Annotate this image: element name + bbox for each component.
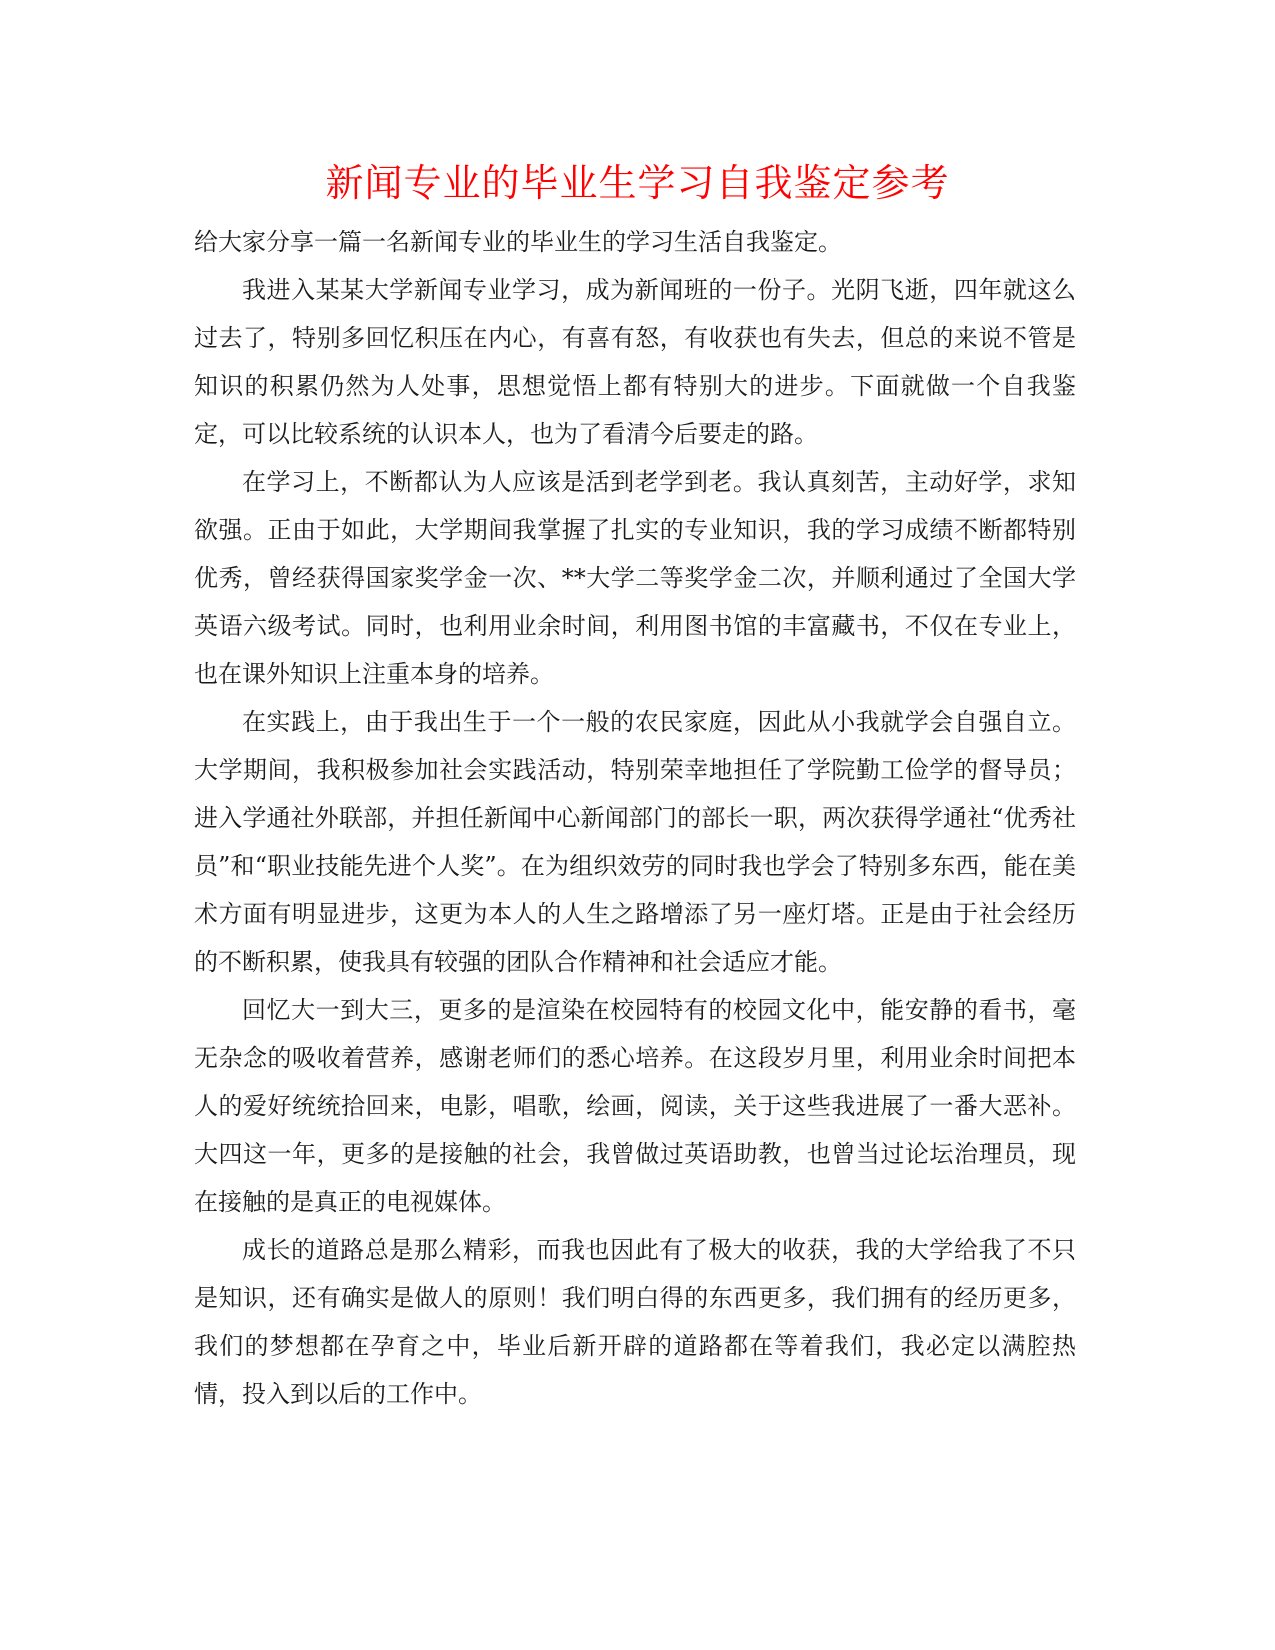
body-paragraph: 回忆大一到大三，更多的是渲染在校园特有的校园文化中，能安静的看书，毫无杂念的吸收着营养，感谢老师们的悉心培养。在这段岁月里，利用业余时间把本人的爱好统统拾回来，电影，唱歌，绘画，阅读，关于这些我进展了一番大恶补。大四这一年，更多的是接触的社会，我曾做过英语助教，也曾当过论坛治理员，现在接触的是真正的电视媒体。 [194, 996, 1076, 1216]
intro-paragraph: 给大家分享一篇一名新闻专业的毕业生的学习生活自我鉴定。 [194, 228, 842, 256]
document-body [194, 218, 1076, 1418]
body-paragraph: 在实践上，由于我出生于一个一般的农民家庭，因此从小我就学会自强自立。大学期间，我积极参加社会实践活动，特别荣幸地担任了学院勤工俭学的督导员；进入学通社外联部，并担任新闻中心新闻部门的部长一职，两次获得学通社“优秀社员”和“职业技能先进个人奖”。在为组织效劳的同时我也学会了特别多东西，能在美术方面有明显进步，这更为本人的人生之路增添了另一座灯塔。正是由于社会经历的不断积累，使我具有较强的团队合作精神和社会适应才能。 [194, 708, 1076, 976]
body-paragraph: 成长的道路总是那么精彩，而我也因此有了极大的收获，我的大学给我了不只是知识，还有确实是做人的原则！我们明白得的东西更多，我们拥有的经历更多，我们的梦想都在孕育之中，毕业后新开辟的道路都在等着我们，我必定以满腔热情，投入到以后的工作中。 [194, 1236, 1076, 1408]
body-paragraph: 我进入某某大学新闻专业学习，成为新闻班的一份子。光阴飞逝，四年就这么过去了，特别多回忆积压在内心，有喜有怒，有收获也有失去，但总的来说不管是知识的积累仍然为人处事，思想觉悟上都有特别大的进步。下面就做一个自我鉴定，可以比较系统的认识本人，也为了看清今后要走的路。 [194, 276, 1076, 448]
body-paragraph: 在学习上，不断都认为人应该是活到老学到老。我认真刻苦，主动好学，求知欲强。正由于如此，大学期间我掌握了扎实的专业知识，我的学习成绩不断都特别优秀，曾经获得国家奖学金一次、**大学二等奖学金二次，并顺利通过了全国大学英语六级考试。同时，也利用业余时间，利用图书馆的丰富藏书，不仅在专业上，也在课外知识上注重本身的培养。 [194, 468, 1076, 688]
document-title: 新闻专业的毕业生学习自我鉴定参考 [325, 161, 950, 205]
